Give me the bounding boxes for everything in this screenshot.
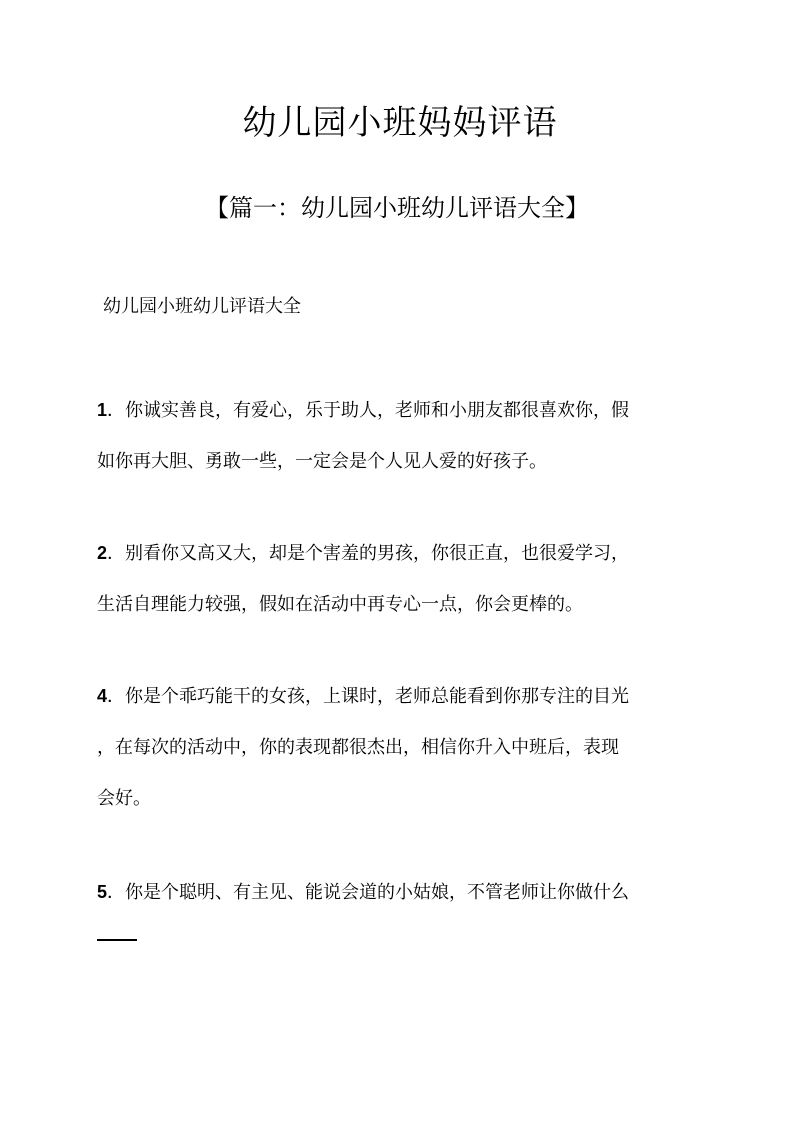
paragraph-number: 2	[97, 543, 108, 563]
dash-line	[97, 939, 137, 941]
paragraph-line: 会好。	[97, 788, 151, 809]
paragraph-line	[97, 528, 702, 579]
paragraph-line: ，在每次的活动中，你的表现都很杰出，相信你升入中班后，表现	[97, 737, 619, 758]
paragraph-number: 5	[97, 882, 108, 902]
comment-paragraph-2	[97, 528, 702, 630]
paragraph-number: 4	[97, 686, 108, 706]
paragraph-text: ．你是个乖巧能干的女孩，上课时，老师总能看到你那专注的目光	[107, 686, 630, 707]
paragraph-number: 1	[97, 400, 108, 420]
comment-paragraph-1	[97, 385, 702, 487]
paragraph-text: ．别看你又高又大，却是个害羞的男孩，你很正直，也很爱学习，	[107, 543, 630, 564]
paragraph-line: 如你再大胆、勇敢一些，一定会是个人见人爱的好孩子。	[97, 451, 547, 472]
document-subtitle: 【篇一：幼儿园小班幼儿评语大全】	[205, 194, 589, 222]
paragraph-line	[97, 867, 702, 918]
paragraph-line: 生活自理能力较强，假如在活动中再专心一点，你会更棒的。	[97, 594, 583, 615]
comment-paragraph-4	[97, 671, 702, 824]
paragraph-line	[97, 671, 702, 722]
paragraph-line	[97, 385, 702, 436]
paragraph-text: ．你诚实善良，有爱心，乐于助人，老师和小朋友都很喜欢你，假	[107, 400, 630, 421]
comment-paragraph-5	[97, 867, 702, 918]
paragraph-text: ．你是个聪明、有主见、能说会道的小姑娘，不管老师让你做什么	[107, 882, 630, 903]
section-heading: 幼儿园小班幼儿评语大全	[103, 296, 301, 317]
document-title: 幼儿园小班妈妈评语	[242, 103, 558, 143]
